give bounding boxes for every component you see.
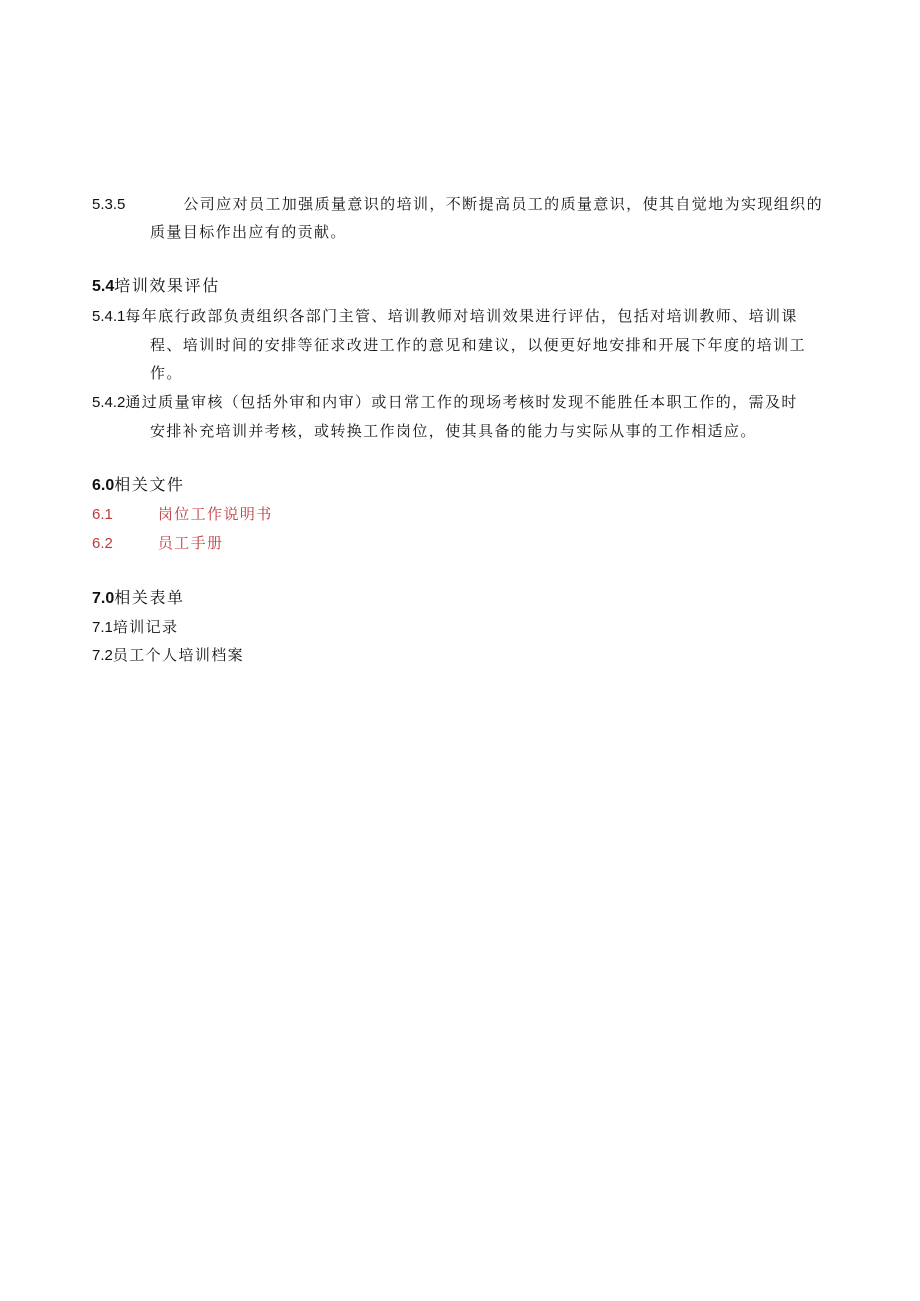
item-label: 员工手册 [157, 534, 224, 552]
clause-5-3-5 [92, 194, 823, 215]
section-number: 5.4 [92, 278, 115, 295]
section-title: 相关文件 [114, 475, 185, 494]
clause-number: 5.4.1 [92, 308, 126, 325]
section-heading-6-0 [92, 475, 185, 496]
section-title: 相关表单 [114, 588, 185, 607]
section-title: 培训效果评估 [114, 276, 220, 295]
item-number: 6.2 [92, 535, 113, 552]
item-label: 员工个人培训档案 [112, 646, 245, 664]
clause-text: 每年底行政部负责组织各部门主管、培训教师对培训效果进行评估，包括对培训教师、培训课 [125, 307, 798, 325]
clause-5-4-2-continuation: 安排补充培训并考核，或转换工作岗位，使其具备的能力与实际从事的工作相适应。 [150, 422, 757, 440]
item-number: 7.2 [92, 647, 113, 664]
clause-5-4-1 [92, 306, 798, 327]
clause-5-4-1-continuation-1: 程、培训时间的安排等征求改进工作的意见和建议，以便更好地安排和开展下年度的培训工 [150, 336, 807, 354]
item-label: 岗位工作说明书 [157, 505, 273, 523]
item-number: 7.1 [92, 619, 113, 636]
clause-number: 5.3.5 [92, 196, 126, 213]
related-form-7-2 [92, 645, 244, 666]
related-form-7-1 [92, 617, 178, 638]
related-document-6-2 [92, 533, 223, 554]
clause-text: 通过质量审核（包括外审和内审）或日常工作的现场考核时发现不能胜任本职工作的，需及时 [125, 393, 798, 411]
clause-number: 5.4.2 [92, 394, 126, 411]
clause-5-4-1-continuation-2: 作。 [150, 364, 183, 382]
clause-5-3-5-continuation: 质量目标作出应有的贡献。 [150, 223, 347, 241]
section-heading-7-0 [92, 588, 185, 609]
item-label: 培训记录 [112, 618, 179, 636]
section-heading-5-4 [92, 276, 220, 297]
item-number: 6.1 [92, 506, 113, 523]
related-document-6-1 [92, 504, 273, 525]
clause-5-4-2 [92, 392, 798, 413]
section-number: 6.0 [92, 477, 115, 494]
section-number: 7.0 [92, 590, 115, 607]
clause-text: 公司应对员工加强质量意识的培训，不断提高员工的质量意识，使其自觉地为实现组织的 [183, 195, 823, 213]
